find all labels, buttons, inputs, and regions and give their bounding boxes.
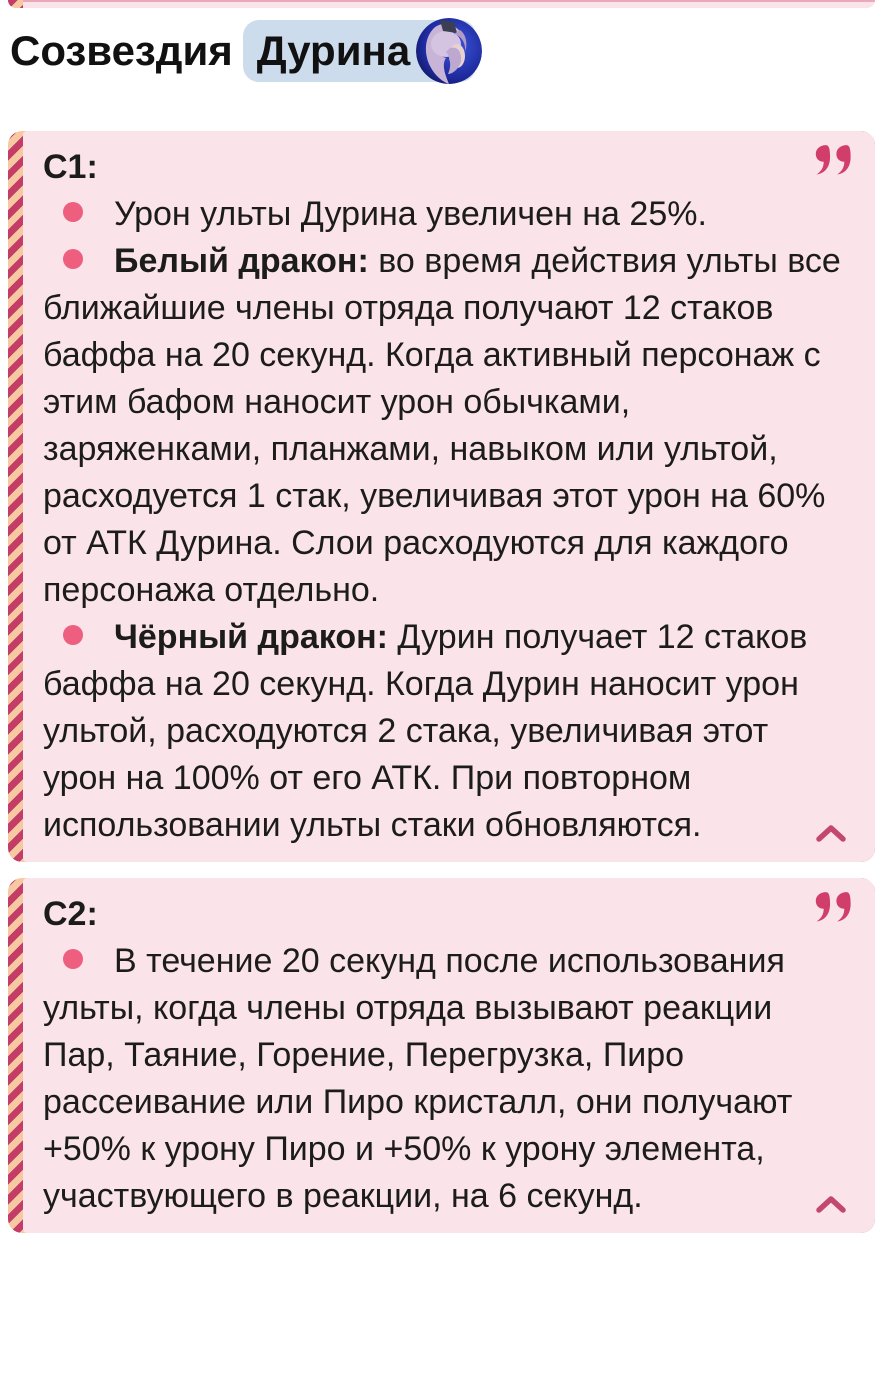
striped-border: [8, 0, 23, 8]
bullet-icon: [63, 625, 83, 645]
list-item: Урон ульты Дурина увеличен на 25%.: [43, 191, 843, 238]
quote-card-c1: [8, 131, 875, 862]
bullet-icon: [63, 949, 83, 969]
collapse-button[interactable]: [813, 820, 849, 846]
chevron-up-icon: [815, 823, 847, 843]
bullet-icon: [63, 249, 83, 269]
character-link-chip[interactable]: [243, 20, 476, 82]
constellation-label-c2: C2:: [43, 895, 98, 933]
character-link-label: Дурина: [256, 27, 411, 74]
constellation-label-c1: C1:: [43, 148, 98, 186]
bullet-icon: [63, 202, 83, 222]
previous-card-bottom-edge: [8, 0, 875, 8]
quote-card-c2: [8, 878, 875, 1233]
page-title: [10, 20, 871, 82]
list-item: Белый дракон: во время действия ульты все ближайшие члены отряда получают 12 стаков баффа на 20 секунд. Когда активный персонаж с этим бафом наносит урон обычками, заряженками, планжами, навыком или ультой, расходуется 1 стак, увеличивая этот урон на 60% от АТК Дурина. Слои расходуются для каждого персонажа отдельно.: [43, 242, 841, 609]
quote-icon: [815, 892, 853, 924]
collapse-button[interactable]: [813, 1191, 849, 1217]
list-item: Чёрный дракон: Дурин получает 12 стаков баффа на 20 секунд. Когда Дурин наносит урон ультой, расходуются 2 стака, увеличивая этот урон на 100% от его АТК. При повторном использовании ульты стаки обновляются.: [43, 618, 808, 844]
character-avatar: [416, 18, 482, 84]
list-item: В течение 20 секунд после использования ульты, когда члены отряда вызывают реакции Пар, Таяние, Горение, Перегрузка, Пиро рассеивание или Пиро кристалл, они получают +50% к урону Пиро и +50% к урону элемента, участвующего в реакции, на 6 секунд.: [43, 942, 793, 1215]
chevron-up-icon: [815, 1194, 847, 1214]
quote-icon: [815, 145, 853, 177]
page-title-text: Созвездия: [10, 27, 233, 74]
